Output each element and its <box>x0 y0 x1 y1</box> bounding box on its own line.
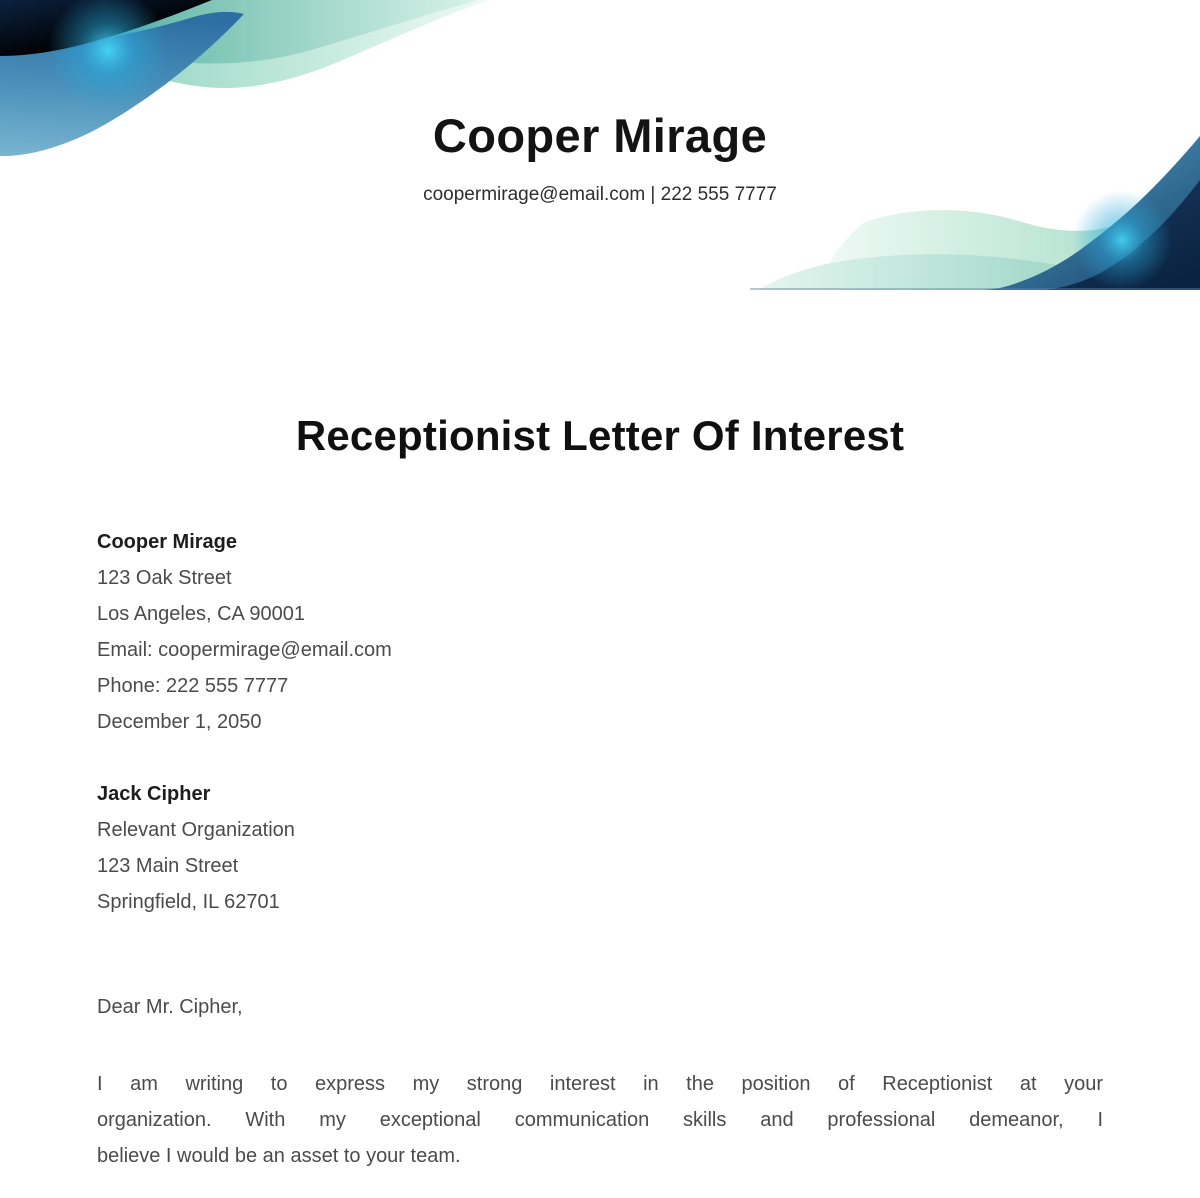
body-line: organization. With my exceptional communication skills and professional demeanor, I <box>97 1109 1103 1131</box>
salutation: Dear Mr. Cipher, <box>97 996 243 1018</box>
letterhead <box>0 0 1200 206</box>
recipient-street: 123 Main Street <box>97 855 239 877</box>
sender-block <box>97 524 1103 740</box>
body-line: believe I would be an asset to your team. <box>97 1145 461 1167</box>
sender-city: Los Angeles, CA 90001 <box>97 603 305 625</box>
body-paragraph <box>97 1066 1103 1174</box>
letterhead-contact: coopermirage@email.com | 222 555 7777 <box>423 184 777 205</box>
letter-title: Receptionist Letter Of Interest <box>295 412 905 459</box>
recipient-organization: Relevant Organization <box>97 819 295 841</box>
sender-phone: Phone: 222 555 7777 <box>97 675 289 697</box>
sender-street: 123 Oak Street <box>97 567 232 589</box>
letterhead-name: Cooper Mirage <box>432 109 768 162</box>
sender-email: Email: coopermirage@email.com <box>97 639 392 661</box>
body-line: I am writing to express my strong interest in the position of Receptionist at your <box>97 1073 1103 1095</box>
recipient-block <box>97 776 1103 920</box>
letter-body-area <box>0 524 1200 1174</box>
sender-name: Cooper Mirage <box>97 531 238 553</box>
recipient-name: Jack Cipher <box>97 783 211 805</box>
letter-date: December 1, 2050 <box>97 711 262 733</box>
recipient-city: Springfield, IL 62701 <box>97 891 280 913</box>
